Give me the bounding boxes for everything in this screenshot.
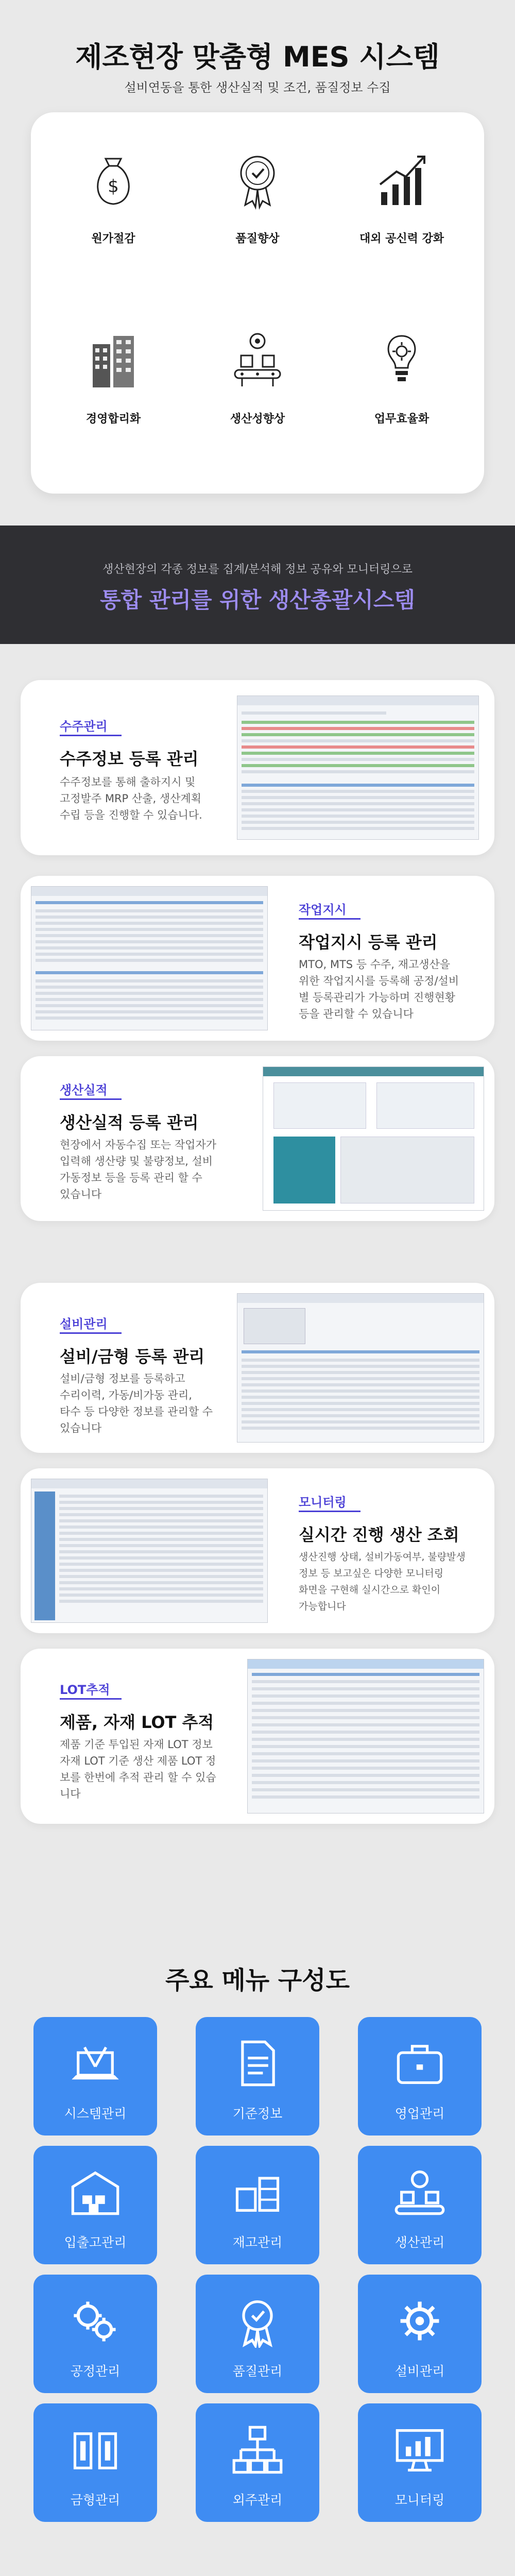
- menu-tile-monitoring[interactable]: [358, 2403, 482, 2522]
- monitoring-screenshot: [31, 1479, 268, 1623]
- feature-card-lot: [21, 1649, 494, 1824]
- menu-tile-equipment[interactable]: [358, 2275, 482, 2393]
- menu-tile-outsourcing[interactable]: [196, 2403, 319, 2522]
- benefit-item: [196, 138, 319, 293]
- menu-label: 생산관리: [394, 2235, 445, 2250]
- inventory-icon: [231, 2165, 284, 2219]
- hero-section: [0, 0, 515, 526]
- org-chart-icon: [231, 2423, 284, 2477]
- menu-label: 시스템관리: [64, 2106, 127, 2121]
- menu-label: 품질관리: [232, 2364, 283, 2379]
- feature-tag: 수주관리: [60, 719, 108, 734]
- money-bag-icon: [88, 148, 139, 210]
- benefit-label: 대외 공신력 강화: [359, 232, 444, 245]
- equipment-screenshot: [237, 1293, 484, 1443]
- feature-desc: 제품 기준 투입된 자재 LOT 정보 자재 LOT 기준 생산 제품 LOT 정 보를 한번에 추적 관리 할 수 있습 니다: [60, 1738, 216, 1800]
- feature-desc: 설비/금형 정보를 등록하고 수리이력, 가동/비가동 관리, 타수 등 다양한 정보를 관리할 수 있습니다: [60, 1372, 213, 1434]
- summary-band: [0, 526, 515, 644]
- tag-underline: [60, 1332, 122, 1334]
- laptop-tools-icon: [68, 2037, 122, 2090]
- quality-ribbon-icon: [231, 2294, 284, 2348]
- tag-underline: [60, 735, 122, 736]
- feature-desc: MTO, MTS 등 수주, 재고생산을 위한 작업지시를 등록해 공정/설비 별 등록관리가 가능하며 진행현황 등을 관리할 수 있습니다: [299, 958, 459, 1020]
- menu-label: 영업관리: [394, 2106, 445, 2121]
- feature-title: 실시간 진행 생산 조회: [299, 1525, 459, 1545]
- benefit-label: 원가절감: [91, 232, 135, 245]
- menu-label: 금형관리: [70, 2493, 121, 2507]
- menu-tile-process[interactable]: [33, 2275, 157, 2393]
- feature-tag: 작업지시: [299, 903, 347, 917]
- menu-tile-system[interactable]: [33, 2017, 157, 2136]
- band-caption: 생산현장의 각종 정보를 집계/분석해 정보 공유와 모니터링으로: [102, 563, 413, 576]
- benefit-item: [340, 318, 464, 473]
- feature-tag: 설비관리: [60, 1317, 108, 1331]
- document-icon: [231, 2037, 284, 2090]
- order-screenshot: [237, 696, 479, 840]
- menu-tile-master[interactable]: [196, 2017, 319, 2136]
- workorder-screenshot: [31, 886, 268, 1030]
- growth-chart-icon: [376, 148, 427, 210]
- tag-underline: [60, 1098, 122, 1100]
- feature-title: 작업지시 등록 관리: [299, 933, 438, 952]
- feature-tag: 생산실적: [60, 1083, 108, 1097]
- feature-desc: 현장에서 자동수집 또는 작업자가 입력해 생산량 및 불량정보, 설비 가동정보 등을 등록 관리 할 수 있습니다: [60, 1139, 217, 1200]
- menu-label: 재고관리: [232, 2235, 283, 2250]
- mold-icon: [68, 2423, 122, 2477]
- benefit-item: [52, 318, 175, 473]
- band-headline: 통합 관리를 위한 생산총괄시스템: [100, 587, 415, 613]
- feature-tag: LOT추적: [60, 1683, 110, 1697]
- menu-tile-quality[interactable]: [196, 2275, 319, 2393]
- benefit-label: 업무효율화: [374, 413, 430, 426]
- menu-title: 주요 메뉴 구성도: [165, 1966, 350, 1995]
- menu-header: [0, 1950, 515, 2012]
- feature-card-workorder: [21, 876, 494, 1041]
- feature-tag: 모니터링: [299, 1495, 347, 1510]
- menu-tile-inout[interactable]: [33, 2146, 157, 2264]
- benefit-label: 경영합리화: [85, 413, 141, 426]
- production-screenshot: [263, 1066, 484, 1211]
- menu-tile-inventory[interactable]: [196, 2146, 319, 2264]
- benefit-item: [340, 138, 464, 293]
- briefcase-icon: [393, 2037, 447, 2090]
- feature-title: 제품, 자재 LOT 추적: [60, 1713, 214, 1732]
- svg-text:$: $: [108, 176, 119, 197]
- benefit-label: 생산성향상: [230, 413, 285, 426]
- lot-screenshot: [247, 1659, 484, 1814]
- feature-title: 생산실적 등록 관리: [60, 1113, 199, 1132]
- menu-label: 외주관리: [232, 2493, 283, 2507]
- menu-label: 공정관리: [70, 2364, 121, 2379]
- feature-card-production: [21, 1056, 494, 1221]
- conveyor-icon: [232, 329, 283, 391]
- benefit-card: [31, 112, 484, 494]
- feature-title: 수주정보 등록 관리: [60, 749, 199, 769]
- benefit-item: [52, 138, 175, 293]
- menu-label: 기준정보: [232, 2106, 283, 2121]
- tag-underline: [60, 1698, 122, 1700]
- menu-tile-sales[interactable]: [358, 2017, 482, 2136]
- production-icon: [393, 2165, 447, 2219]
- menu-label: 설비관리: [394, 2364, 445, 2379]
- menu-label: 입출고관리: [64, 2235, 127, 2250]
- feature-card-order: [21, 680, 494, 855]
- menu-tile-production[interactable]: [358, 2146, 482, 2264]
- quality-badge-icon: [232, 148, 283, 210]
- equipment-gear-icon: [393, 2294, 447, 2348]
- feature-desc: 생산진행 상태, 설비가동여부, 불량발생 정보 등 보고싶은 다양한 모니터링 화면을 구현해 실시간으로 확인이 가능합니다: [299, 1551, 466, 1612]
- process-gears-icon: [68, 2294, 122, 2348]
- menu-label: 모니터링: [394, 2493, 445, 2507]
- page-subtitle: 설비연동을 통한 생산실적 및 조건, 품질정보 수집: [124, 80, 391, 95]
- feature-desc: 수주정보를 통해 출하지시 및 고정발주 MRP 산출, 생산계획 수립 등을 진행할 수 있습니다.: [60, 776, 202, 821]
- benefit-item: [196, 318, 319, 473]
- menu-tile-mold[interactable]: [33, 2403, 157, 2522]
- tag-underline: [299, 1511, 360, 1512]
- monitor-chart-icon: [393, 2423, 447, 2477]
- lightbulb-gear-icon: [376, 329, 427, 391]
- feature-card-monitoring: [21, 1468, 494, 1633]
- tag-underline: [299, 918, 360, 920]
- feature-card-equipment: [21, 1283, 494, 1453]
- benefit-label: 품질향상: [235, 232, 280, 245]
- warehouse-icon: [68, 2165, 122, 2219]
- page-title: 제조현장 맞춤형 MES 시스템: [75, 41, 440, 73]
- building-icon: [88, 329, 139, 391]
- feature-title: 설비/금형 등록 관리: [60, 1347, 205, 1366]
